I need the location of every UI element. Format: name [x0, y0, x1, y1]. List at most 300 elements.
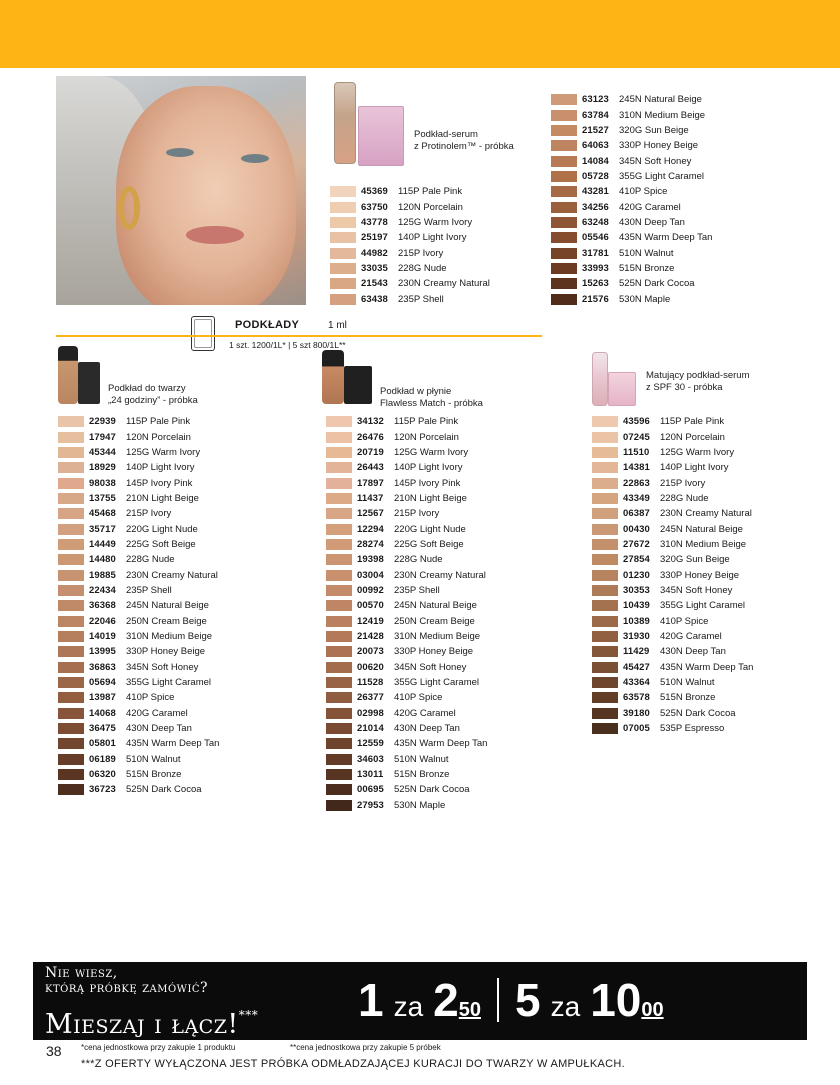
matujacy-caption: Matujący podkład-serum z SPF 30 - próbka	[646, 370, 750, 393]
section-title: PODKŁADY	[235, 319, 300, 331]
offer1-za: za	[393, 991, 424, 1022]
shade-code: 05728	[582, 170, 609, 182]
flawless-sachet-icon	[344, 366, 372, 404]
shade-code: 05801	[89, 738, 116, 750]
shade-row	[58, 491, 219, 506]
shade-name: 435N Warm Deep Tan	[126, 738, 220, 750]
shade-swatch	[326, 554, 352, 565]
serum-proti-shade-list-b	[551, 92, 712, 307]
shade-name: 228G Nude	[394, 554, 443, 566]
shade-swatch	[551, 186, 577, 197]
shade-code: 34603	[357, 753, 384, 765]
shade-row	[58, 690, 219, 705]
flawless-shade-list	[326, 414, 487, 813]
shade-name: 115P Pale Pink	[660, 416, 725, 428]
shade-code: 36723	[89, 784, 116, 796]
shade-name: 115P Pale Pink	[394, 416, 459, 428]
shade-swatch	[58, 570, 84, 581]
shade-swatch	[326, 708, 352, 719]
shade-name: 420G Caramel	[619, 201, 681, 213]
shade-name: 220G Light Nude	[126, 523, 198, 535]
shade-swatch	[326, 692, 352, 703]
shade-swatch	[326, 646, 352, 657]
shade-row	[58, 506, 219, 521]
shade-name: 530N Maple	[394, 799, 446, 811]
shade-code: 10439	[623, 600, 650, 612]
shade-name: 410P Spice	[126, 692, 175, 704]
shade-code: 63438	[361, 293, 388, 305]
shade-code: 20073	[357, 646, 384, 658]
shade-row	[592, 629, 753, 644]
shade-row	[58, 567, 219, 582]
shade-swatch	[592, 554, 618, 565]
shade-swatch	[326, 754, 352, 765]
shade-swatch	[330, 186, 356, 197]
shade-name: 120N Porcelain	[398, 201, 463, 213]
shade-row	[592, 721, 753, 736]
shade-swatch	[551, 248, 577, 259]
shade-name: 420G Caramel	[126, 707, 188, 719]
shade-swatch	[58, 738, 84, 749]
shade-code: 14019	[89, 630, 116, 642]
shade-name: 120N Porcelain	[660, 431, 725, 443]
shade-name: 515N Bronze	[126, 769, 182, 781]
twarz24-caption: Podkład do twarzy „24 godziny” - próbka	[108, 383, 198, 406]
shade-swatch	[58, 723, 84, 734]
shade-swatch	[330, 232, 356, 243]
shade-row	[58, 583, 219, 598]
shade-name: 225G Soft Beige	[394, 538, 464, 550]
shade-row	[592, 690, 753, 705]
banner-question-line1: Nie wiesz,	[45, 965, 118, 981]
shade-code: 63248	[582, 216, 609, 228]
shade-row	[551, 261, 712, 276]
shade-swatch	[330, 263, 356, 274]
shade-swatch	[58, 600, 84, 611]
footnote-2: **cena jednostkowa przy zakupie 5 próbek	[290, 1043, 441, 1052]
shade-row	[326, 567, 487, 582]
shade-name: 125G Warm Ivory	[394, 446, 469, 458]
shade-code: 36475	[89, 723, 116, 735]
shade-swatch	[551, 140, 577, 151]
shade-swatch	[58, 631, 84, 642]
shade-row	[58, 675, 219, 690]
shade-name: 310N Medium Beige	[619, 109, 706, 121]
shade-swatch	[330, 217, 356, 228]
shade-row	[330, 184, 490, 199]
portrait-eye-left	[166, 148, 194, 157]
shade-name: 330P Honey Beige	[619, 140, 699, 152]
shade-name: 525N Dark Cocoa	[619, 278, 695, 290]
shade-row	[551, 184, 712, 199]
shade-row	[551, 92, 712, 107]
shade-row	[592, 491, 753, 506]
shade-name: 435N Warm Deep Tan	[660, 661, 754, 673]
offer2-quantity: 5	[515, 974, 541, 1026]
shade-swatch	[58, 524, 84, 535]
shade-row	[330, 245, 490, 260]
shade-name: 410P Spice	[394, 692, 443, 704]
shade-code: 14068	[89, 707, 116, 719]
shade-code: 63578	[623, 692, 650, 704]
shade-row	[326, 675, 487, 690]
shade-name: 525N Dark Cocoa	[394, 784, 470, 796]
shade-code: 21543	[361, 278, 388, 290]
twarz24-bottle-icon	[58, 346, 78, 404]
shade-row	[551, 138, 712, 153]
shade-name: 225G Soft Beige	[126, 538, 196, 550]
shade-code: 22863	[623, 477, 650, 489]
shade-swatch	[326, 508, 352, 519]
shade-swatch	[592, 524, 618, 535]
shade-row	[592, 414, 753, 429]
shade-row	[58, 644, 219, 659]
shade-row	[326, 537, 487, 552]
shade-row	[326, 644, 487, 659]
shade-code: 05546	[582, 232, 609, 244]
shade-code: 14084	[582, 155, 609, 167]
shade-name: 355G Light Caramel	[394, 677, 480, 689]
shade-swatch	[592, 570, 618, 581]
shade-name: 250N Cream Beige	[126, 615, 207, 627]
shade-row	[58, 613, 219, 628]
shade-code: 07245	[623, 431, 650, 443]
shade-swatch	[326, 600, 352, 611]
shade-swatch	[592, 585, 618, 596]
shade-row	[330, 199, 490, 214]
section-volume: 1 ml	[328, 320, 347, 331]
offer1-price-int: 2	[433, 974, 459, 1026]
shade-code: 13011	[357, 769, 384, 781]
shade-row	[551, 215, 712, 230]
shade-swatch	[330, 248, 356, 259]
serum-proti-shade-list-a	[330, 184, 490, 307]
shade-code: 44982	[361, 247, 388, 259]
serum-proti-caption: Podkład-serum z Protinolem™ - próbka	[414, 129, 514, 152]
shade-code: 06189	[89, 753, 116, 765]
shade-name: 230N Creamy Natural	[398, 278, 490, 290]
footnote-1: *cena jednostkowa przy zakupie 1 produktu	[81, 1043, 236, 1052]
shade-code: 02998	[357, 707, 384, 719]
shade-code: 05694	[89, 677, 116, 689]
shade-code: 33993	[582, 262, 609, 274]
shade-name: 125G Warm Ivory	[398, 216, 473, 228]
shade-swatch	[58, 462, 84, 473]
shade-swatch	[330, 278, 356, 289]
shade-name: 220G Light Nude	[394, 523, 466, 535]
shade-name: 120N Porcelain	[394, 431, 459, 443]
shade-name: 420G Caramel	[394, 707, 456, 719]
shade-swatch	[58, 616, 84, 627]
shade-swatch	[326, 447, 352, 458]
shade-name: 330P Honey Beige	[394, 646, 474, 658]
shade-row	[551, 169, 712, 184]
shade-name: 515N Bronze	[660, 692, 716, 704]
offer2-price-int: 10	[590, 974, 642, 1026]
shade-code: 45427	[623, 661, 650, 673]
shade-name: 330P Honey Beige	[126, 646, 206, 658]
shade-swatch	[326, 570, 352, 581]
shade-row	[58, 445, 219, 460]
shade-row	[326, 782, 487, 797]
shade-code: 36368	[89, 600, 116, 612]
shade-code: 11510	[623, 446, 650, 458]
shade-code: 00570	[357, 600, 384, 612]
shade-swatch	[592, 662, 618, 673]
shade-row	[58, 460, 219, 475]
shade-name: 228G Nude	[126, 554, 175, 566]
shade-code: 21014	[357, 723, 384, 735]
shade-code: 30353	[623, 584, 650, 596]
shade-code: 26476	[357, 431, 384, 443]
shade-row	[326, 736, 487, 751]
shade-code: 00620	[357, 661, 384, 673]
banner-mix-match	[45, 998, 258, 1042]
shade-row	[58, 598, 219, 613]
shade-code: 07005	[623, 723, 650, 735]
shade-code: 21527	[582, 124, 609, 136]
banner-mix-text: Mieszaj i łącz!	[45, 1009, 239, 1040]
shade-swatch	[326, 585, 352, 596]
shade-code: 12559	[357, 738, 384, 750]
shade-row	[592, 460, 753, 475]
shade-row	[592, 583, 753, 598]
shade-swatch	[58, 493, 84, 504]
shade-code: 14449	[89, 538, 116, 550]
shade-row	[58, 752, 219, 767]
shade-name: 235P Shell	[126, 584, 172, 596]
shade-row	[58, 629, 219, 644]
shade-name: 355G Light Caramel	[660, 600, 746, 612]
shade-code: 27953	[357, 799, 384, 811]
shade-swatch	[551, 125, 577, 136]
shade-swatch	[326, 539, 352, 550]
shade-name: 525N Dark Cocoa	[660, 707, 736, 719]
shade-row	[58, 721, 219, 736]
shade-swatch	[58, 708, 84, 719]
shade-swatch	[592, 539, 618, 550]
shade-code: 17947	[89, 431, 116, 443]
shade-row	[58, 706, 219, 721]
portrait-eye-right	[241, 154, 269, 163]
shade-swatch	[592, 616, 618, 627]
shade-name: 320G Sun Beige	[660, 554, 730, 566]
shade-code: 13995	[89, 646, 116, 658]
shade-code: 17897	[357, 477, 384, 489]
page-number: 38	[46, 1043, 62, 1059]
shade-name: 145P Ivory Pink	[394, 477, 461, 489]
twarz24-sachet-icon	[78, 362, 100, 404]
podklady-box-icon	[191, 316, 215, 351]
shade-swatch	[551, 232, 577, 243]
shade-name: 430N Deep Tan	[660, 646, 726, 658]
shade-name: 140P Light Ivory	[394, 462, 463, 474]
shade-row	[592, 660, 753, 675]
shade-code: 27672	[623, 538, 650, 550]
shade-row	[326, 506, 487, 521]
shade-swatch	[592, 508, 618, 519]
portrait-lips	[186, 226, 244, 244]
shade-code: 15263	[582, 278, 609, 290]
shade-swatch	[592, 708, 618, 719]
offer2-price-frac: 00	[641, 999, 664, 1021]
shade-code: 03004	[357, 569, 384, 581]
shade-swatch	[551, 217, 577, 228]
shade-code: 12567	[357, 508, 384, 520]
shade-row	[58, 521, 219, 536]
section-price-note: 1 szt. 1200/1L* | 5 szt 800/1L**	[229, 340, 346, 350]
shade-row	[592, 675, 753, 690]
shade-code: 19885	[89, 569, 116, 581]
shade-code: 06320	[89, 769, 116, 781]
shade-swatch	[592, 416, 618, 427]
shade-row	[326, 475, 487, 490]
shade-name: 140P Light Ivory	[398, 232, 467, 244]
shade-swatch	[592, 478, 618, 489]
shade-row	[326, 583, 487, 598]
shade-code: 43778	[361, 216, 388, 228]
shade-swatch	[330, 202, 356, 213]
offer1-quantity: 1	[358, 974, 384, 1026]
shade-row	[58, 767, 219, 782]
shade-swatch	[326, 662, 352, 673]
matujacy-product-image	[590, 352, 640, 408]
shade-row	[58, 736, 219, 751]
shade-name: 510N Walnut	[660, 677, 715, 689]
shade-swatch	[592, 462, 618, 473]
shade-name: 510N Walnut	[394, 753, 449, 765]
shade-code: 26443	[357, 462, 384, 474]
shade-code: 21428	[357, 630, 384, 642]
shade-name: 430N Deep Tan	[394, 723, 460, 735]
shade-row	[551, 199, 712, 214]
shade-name: 230N Creamy Natural	[126, 569, 218, 581]
shade-swatch	[58, 478, 84, 489]
shade-row	[592, 644, 753, 659]
shade-name: 228G Nude	[660, 492, 709, 504]
shade-row	[58, 782, 219, 797]
shade-code: 13987	[89, 692, 116, 704]
shade-row	[326, 613, 487, 628]
shade-code: 39180	[623, 707, 650, 719]
shade-code: 11528	[357, 677, 384, 689]
shade-name: 215P Ivory	[394, 508, 440, 520]
shade-name: 345N Soft Honey	[660, 584, 733, 596]
shade-name: 228G Nude	[398, 262, 447, 274]
shade-swatch	[592, 723, 618, 734]
shade-row	[592, 567, 753, 582]
shade-name: 515N Bronze	[619, 262, 675, 274]
offer-divider	[497, 978, 499, 1022]
shade-row	[592, 613, 753, 628]
twarz24-product-image	[56, 346, 102, 406]
promo-banner	[33, 962, 807, 1040]
flawless-caption: Podkład w płynie Flawless Match - próbka	[380, 386, 483, 409]
shade-row	[592, 521, 753, 536]
shade-name: 345N Soft Honey	[394, 661, 467, 673]
shade-code: 20719	[357, 446, 384, 458]
banner-mix-sup: ***	[238, 1008, 259, 1022]
shade-row	[330, 230, 490, 245]
shade-row	[592, 475, 753, 490]
shade-name: 435N Warm Deep Tan	[619, 232, 713, 244]
shade-row	[592, 537, 753, 552]
shade-code: 26377	[357, 692, 384, 704]
shade-name: 430N Deep Tan	[619, 216, 685, 228]
shade-name: 115P Pale Pink	[126, 416, 191, 428]
shade-code: 22046	[89, 615, 116, 627]
shade-row	[551, 230, 712, 245]
shade-code: 11437	[357, 492, 384, 504]
shade-row	[58, 414, 219, 429]
banner-question-line2: którą próbkę zamówić?	[45, 980, 209, 996]
shade-row	[551, 107, 712, 122]
shade-swatch	[551, 156, 577, 167]
shade-name: 115P Pale Pink	[398, 186, 463, 198]
shade-code: 21576	[582, 293, 609, 305]
top-color-band	[0, 0, 840, 68]
shade-swatch	[592, 631, 618, 642]
shade-row	[592, 429, 753, 444]
shade-code: 28274	[357, 538, 384, 550]
shade-row	[58, 660, 219, 675]
shade-code: 01230	[623, 569, 650, 581]
shade-row	[326, 752, 487, 767]
shade-name: 345N Soft Honey	[619, 155, 692, 167]
shade-code: 22434	[89, 584, 116, 596]
shade-swatch	[58, 447, 84, 458]
matujacy-shade-list	[592, 414, 753, 736]
shade-swatch	[58, 692, 84, 703]
shade-swatch	[58, 432, 84, 443]
shade-row	[592, 552, 753, 567]
shade-row	[58, 552, 219, 567]
shade-code: 12419	[357, 615, 384, 627]
shade-name: 355G Light Caramel	[619, 170, 705, 182]
shade-row	[326, 798, 487, 813]
shade-swatch	[58, 769, 84, 780]
shade-row	[326, 767, 487, 782]
shade-swatch	[551, 278, 577, 289]
shade-swatch	[58, 754, 84, 765]
matujacy-bottle-icon	[592, 352, 608, 406]
shade-code: 45468	[89, 508, 116, 520]
shade-name: 345N Soft Honey	[126, 661, 199, 673]
shade-swatch	[58, 662, 84, 673]
shade-swatch	[592, 692, 618, 703]
shade-code: 11429	[623, 646, 650, 658]
shade-name: 410P Spice	[619, 186, 668, 198]
shade-swatch	[551, 94, 577, 105]
shade-swatch	[592, 600, 618, 611]
shade-swatch	[326, 524, 352, 535]
shade-swatch	[326, 677, 352, 688]
shade-swatch	[326, 769, 352, 780]
shade-swatch	[326, 738, 352, 749]
shade-name: 515N Bronze	[394, 769, 450, 781]
shade-swatch	[326, 432, 352, 443]
shade-swatch	[326, 462, 352, 473]
shade-name: 310N Medium Beige	[126, 630, 213, 642]
shade-name: 510N Walnut	[619, 247, 674, 259]
matujacy-sachet-icon	[608, 372, 636, 406]
shade-row	[326, 445, 487, 460]
shade-name: 215P Ivory	[126, 508, 172, 520]
shade-code: 00430	[623, 523, 650, 535]
flawless-product-image	[320, 350, 376, 406]
shade-code: 31781	[582, 247, 609, 259]
shade-row	[592, 706, 753, 721]
